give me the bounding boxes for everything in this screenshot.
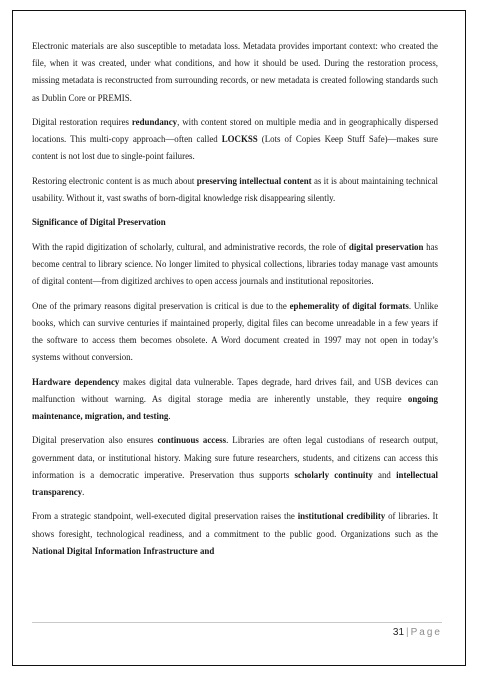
bold-term-intellectual-transparency: intellectual transparency	[32, 469, 438, 497]
text-run: . Libraries are often legal custodians of research output, government data, or institutional history. Making sure future researchers, students, and citizens can access this information is a democratic imperative. Preservation thus supports	[32, 435, 438, 480]
text-run: as it is about maintaining technical usability. Without it, vast swaths of born-digital knowledge risk disappearing silently.	[32, 175, 438, 203]
paragraph-institutional-credibility	[32, 508, 438, 560]
text-run: .	[168, 410, 171, 421]
text-run: Digital restoration requires	[32, 117, 132, 127]
text-run: From a strategic standpoint, well-executed digital preservation raises the	[32, 511, 298, 522]
page-separator: |	[406, 627, 409, 638]
footer-divider	[32, 622, 442, 623]
bold-term-continuous-access: continuous access	[157, 435, 227, 446]
bold-term-preserving-intellectual-content: preserving intellectual content	[196, 175, 312, 186]
bold-term-lockss: LOCKSS	[221, 134, 258, 145]
text-run: of libraries. It shows foresight, technological readiness, and a commitment to the public good. Organizations such as the	[32, 511, 438, 539]
text-run: has become central to library science. No longer limited to physical collections, libraries today manage vast amounts of digital content—from digitized archives to open access journals and institutional repositories.	[32, 241, 438, 287]
paragraph-ephemerality	[32, 298, 438, 367]
page-body	[32, 38, 438, 567]
text-run: .	[82, 486, 85, 497]
page-footer	[393, 627, 442, 638]
text-run: and	[372, 469, 397, 480]
paragraph-continuous-access	[32, 432, 438, 501]
paragraph-hardware-dependency	[32, 374, 438, 426]
text-run: Restoring electronic content is as much about	[32, 175, 197, 186]
paragraph-intellectual-content	[32, 173, 438, 207]
bold-term-ephemerality: ephemerality of digital formats	[289, 300, 409, 311]
bold-term-scholarly-continuity: scholarly continuity	[294, 469, 373, 480]
text-run: , with content stored on multiple media and in geographically dispersed locations. This multi-copy approach—often called	[32, 117, 439, 145]
paragraph-metadata-loss: Electronic materials are also susceptible to metadata loss. Metadata provides important context: who created the file, when it was created, under what conditions, and how it should be used. During the restoration process, missing metadata is reconstructed from surrounding records, or new metadata is created following standards such as Dublin Core or PREMIS.	[32, 41, 438, 103]
bold-term-ndiip: National Digital Information Infrastructure and	[32, 545, 215, 556]
bold-term-digital-preservation: digital preservation	[348, 241, 424, 252]
bold-term-redundancy: redundancy	[131, 117, 178, 127]
text-run: makes digital data vulnerable. Tapes degrade, hard drives fail, and USB devices can malfunction without warning. As digital storage media are inherently unstable, they require	[32, 376, 439, 404]
paragraph-redundancy	[32, 114, 438, 166]
text-run: (Lots of Copies Keep Stuff Safe)—makes sure content is not lost due to single-point failures.	[32, 134, 438, 162]
bold-term-ongoing-maintenance: ongoing maintenance, migration, and testing	[32, 393, 438, 421]
bold-term-hardware-dependency: Hardware dependency	[32, 376, 120, 387]
bold-term-institutional-credibility: institutional credibility	[297, 511, 386, 522]
section-heading: Significance of Digital Preservation	[32, 217, 166, 228]
paragraph-role-of-preservation	[32, 239, 438, 291]
text-run: . Unlike books, which can survive centuries if maintained properly, digital files can become unreadable in a few years if the software to access them becomes obsolete. A Word document created in 1997 may not open in today’s systems without conversion.	[32, 300, 439, 363]
page-label: Page	[410, 627, 442, 638]
text-run: With the rapid digitization of scholarly, cultural, and administrative records, the role of	[32, 241, 349, 252]
text-run: One of the primary reasons digital preservation is critical is due to the	[32, 300, 290, 311]
text-run: Digital preservation also ensures	[32, 435, 158, 446]
page-number: 31	[392, 627, 405, 638]
